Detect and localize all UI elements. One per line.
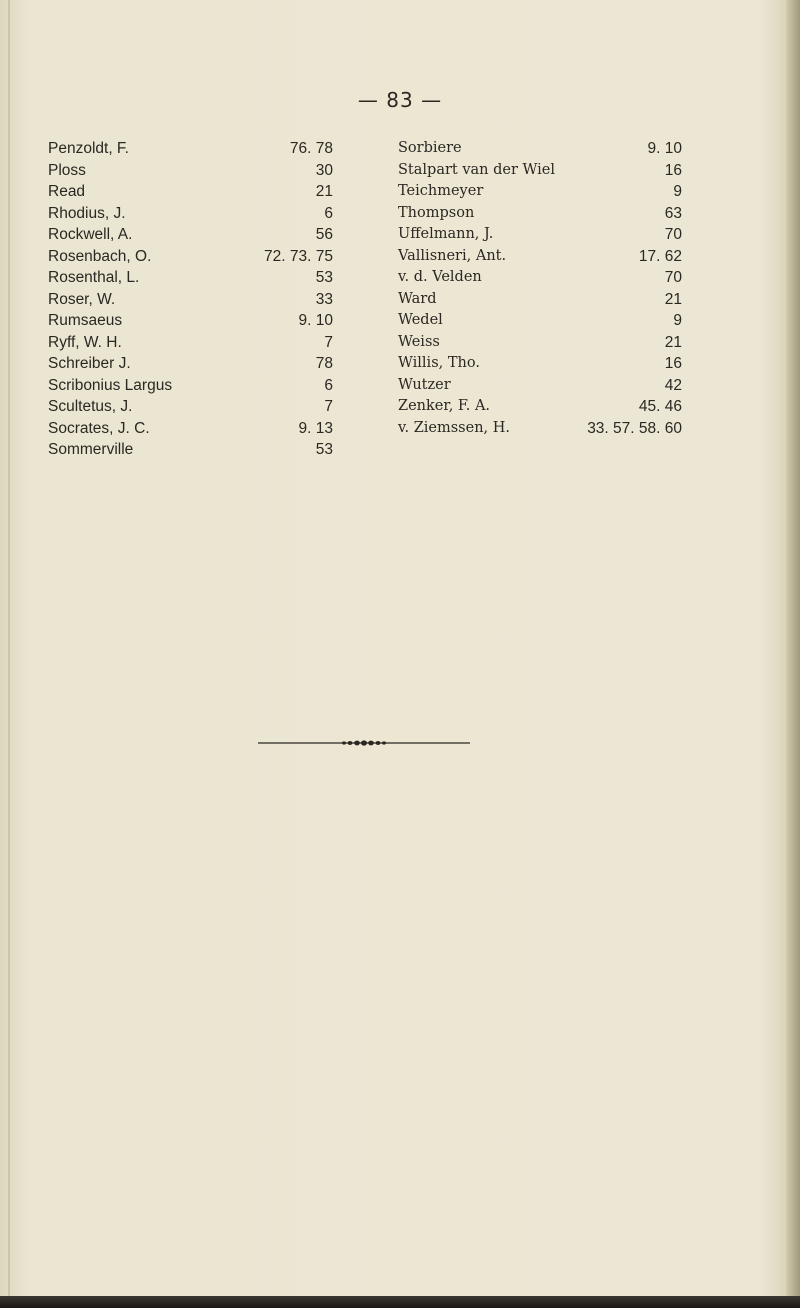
entry-pages: 76. 78	[289, 140, 333, 157]
entry-pages: 16	[664, 161, 682, 179]
index-entry	[48, 310, 333, 332]
entry-name: Read	[48, 183, 86, 200]
entry-name: Uffelmann, J.	[398, 226, 494, 242]
entry-name: Teichmeyer	[398, 183, 484, 199]
page-edge-right	[786, 0, 800, 1308]
index-entry	[48, 138, 333, 160]
entry-pages: 9. 10	[647, 140, 682, 157]
entry-name: Socrates, J. C.	[48, 419, 150, 437]
entry-name: Wedel	[398, 312, 443, 328]
entry-name: Stalpart van der Wiel	[398, 161, 556, 178]
entry-pages: 21	[664, 290, 682, 308]
entry-pages: 6	[324, 376, 333, 394]
entry-name: Thompson	[398, 204, 475, 221]
index-entry	[398, 224, 682, 246]
entry-pages: 9. 13	[298, 419, 333, 437]
entry-pages: 9. 10	[298, 312, 333, 329]
index-entry	[398, 396, 682, 418]
entry-pages: 45. 46	[638, 398, 682, 415]
entry-pages: 70	[664, 226, 682, 243]
entry-pages: 7	[324, 333, 333, 351]
index-entry	[398, 353, 682, 375]
page-gutter-shadow	[8, 0, 10, 1308]
entry-name: Scribonius Largus	[48, 376, 173, 394]
index-entry	[48, 353, 333, 375]
index-entry	[48, 439, 333, 461]
index-entry	[48, 418, 333, 440]
entry-name: Rosenbach, O.	[48, 247, 152, 265]
entry-pages: 53	[315, 269, 333, 286]
entry-name: Zenker, F. A.	[398, 398, 491, 414]
entry-name: Rosenthal, L.	[48, 269, 140, 286]
entry-name: Sommerville	[48, 441, 134, 458]
index-entry	[48, 332, 333, 354]
index-entry	[48, 203, 333, 225]
index-entry	[48, 160, 333, 182]
entry-pages: 21	[315, 183, 333, 200]
entry-name: Ward	[398, 290, 437, 307]
entry-name: Scultetus, J.	[48, 398, 133, 415]
entry-pages: 7	[324, 398, 333, 415]
entry-pages: 72. 73. 75	[264, 247, 333, 265]
entry-pages: 30	[315, 161, 333, 179]
entry-pages: 78	[315, 355, 333, 372]
entry-name: Rockwell, A.	[48, 226, 133, 243]
entry-pages: 33. 57. 58. 60	[587, 419, 682, 437]
entry-pages: 6	[324, 204, 333, 222]
entry-pages: 33	[315, 290, 333, 308]
index-entry	[398, 181, 682, 203]
entry-pages: 56	[315, 226, 333, 243]
entry-pages: 9	[673, 312, 682, 329]
index-entry	[398, 375, 682, 397]
index-entry	[398, 289, 682, 311]
index-entry	[48, 246, 333, 268]
entry-name: Rumsaeus	[48, 312, 123, 329]
index-entry	[398, 203, 682, 225]
ornamental-rule	[258, 740, 470, 746]
index-entry	[398, 160, 682, 182]
index-entry	[398, 267, 682, 289]
index-entry	[398, 246, 682, 268]
entry-name: Willis, Tho.	[398, 355, 480, 371]
index-entry	[398, 418, 682, 440]
index-entry	[48, 181, 333, 203]
entry-name: Schreiber J.	[48, 355, 131, 372]
entry-pages: 53	[315, 441, 333, 458]
page-bottom-edge	[0, 1296, 800, 1308]
index-entry	[398, 332, 682, 354]
index-entry	[398, 138, 682, 160]
entry-name: v. Ziemssen, H.	[398, 419, 511, 436]
index-entry	[48, 267, 333, 289]
entry-name: Penzoldt, F.	[48, 140, 129, 157]
entry-pages: 63	[664, 204, 682, 222]
entry-name: Wutzer	[398, 376, 451, 393]
entry-name: Vallisneri, Ant.	[398, 247, 507, 264]
index-entry	[48, 289, 333, 311]
entry-name: Weiss	[398, 333, 440, 350]
entry-name: Rhodius, J.	[48, 204, 126, 222]
entry-pages: 21	[664, 333, 682, 351]
index-entry	[398, 310, 682, 332]
index-column-left	[48, 138, 333, 461]
index-column-right	[398, 138, 682, 439]
index-entry	[48, 224, 333, 246]
entry-pages: 9	[673, 183, 682, 200]
index-entry	[48, 375, 333, 397]
entry-name: Ryff, W. H.	[48, 333, 122, 351]
entry-name: Roser, W.	[48, 290, 116, 308]
entry-name: Sorbiere	[398, 140, 462, 156]
entry-pages: 70	[664, 269, 682, 286]
entry-pages: 17. 62	[638, 247, 682, 265]
entry-pages: 16	[664, 355, 682, 372]
entry-name: v. d. Velden	[398, 269, 482, 285]
entry-name: Ploss	[48, 161, 86, 179]
entry-pages: 42	[664, 376, 682, 394]
index-entry	[48, 396, 333, 418]
page-number: — 83 —	[357, 88, 443, 112]
